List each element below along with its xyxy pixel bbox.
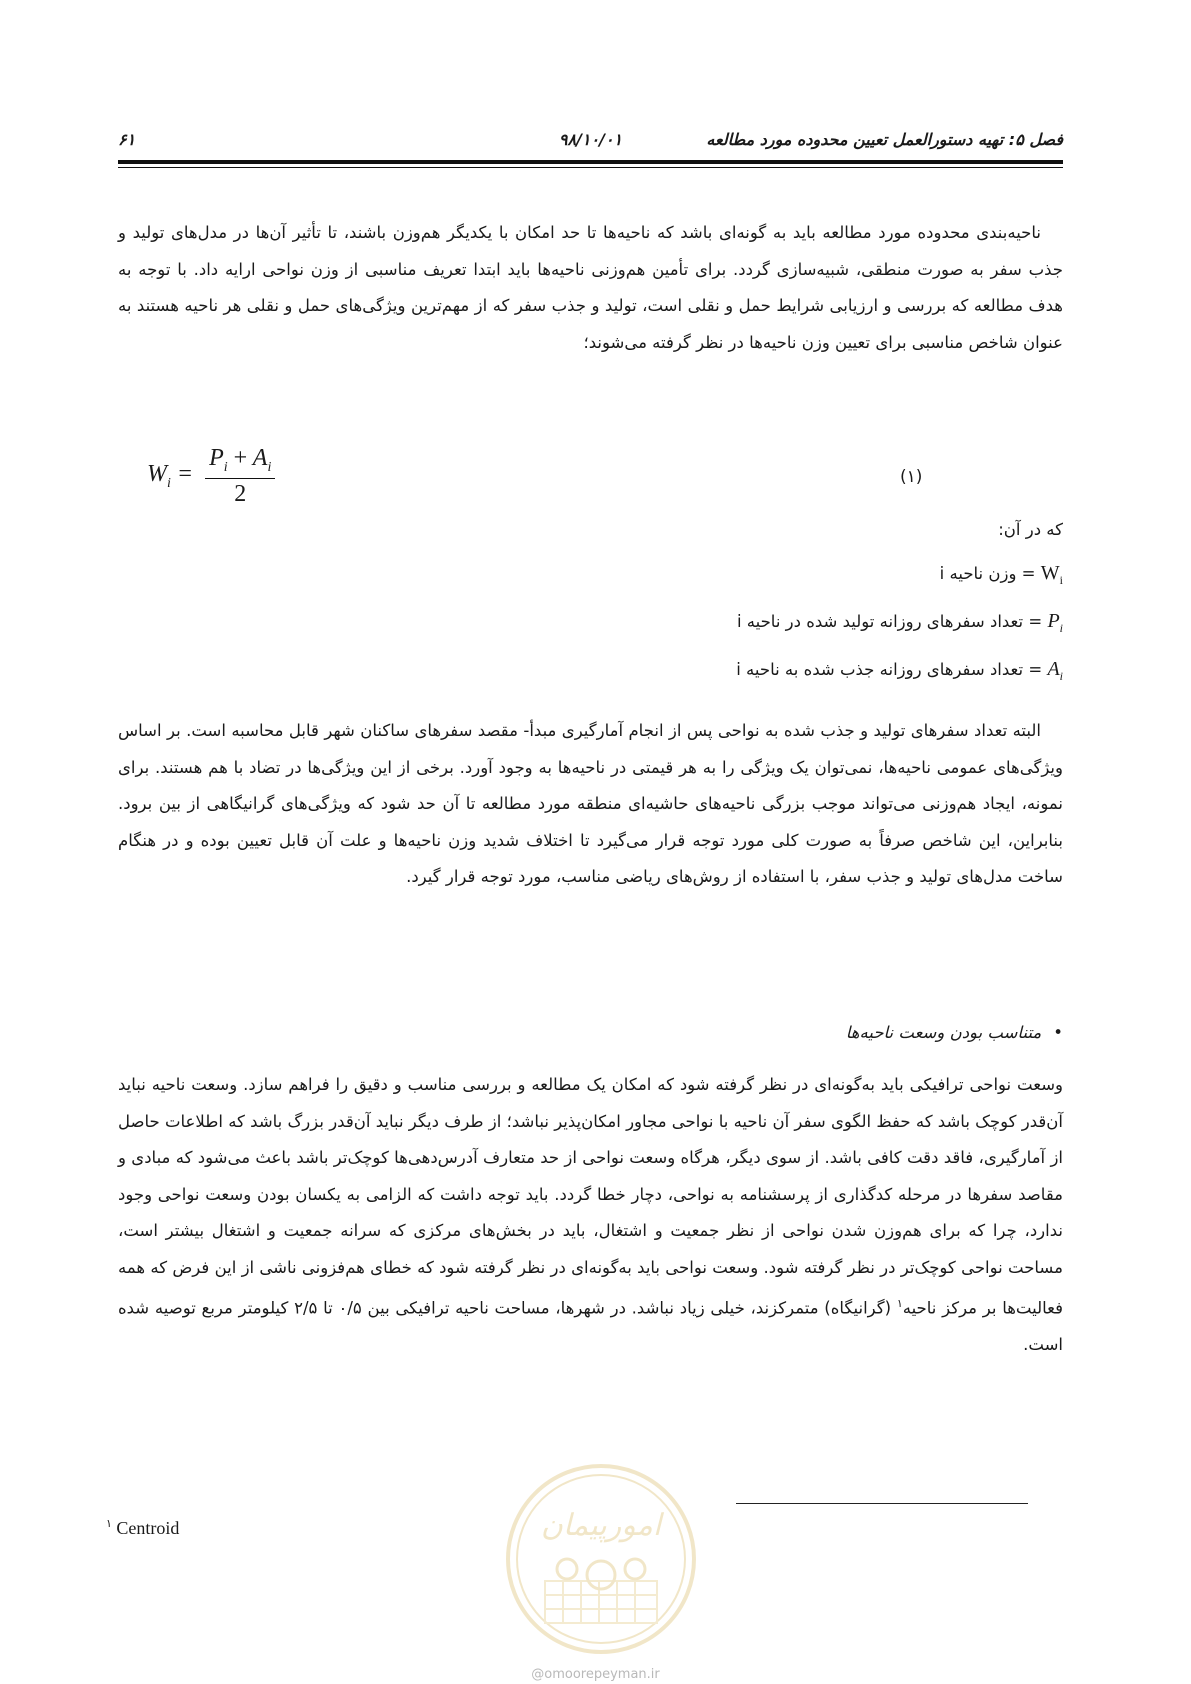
- footnote-mark: ۱: [106, 1518, 112, 1530]
- paragraph-trip-generation-note: البته تعداد سفرهای تولید و جذب شده به نواحی پس از انجام آمارگیری مبدأ- مقصد سفرهای ساکنان شهر قابل محاسبه است. بر اساس ویژگی‌های عمومی ناحیه‌ها، نمی‌توان یک ویژگی را به هر قیمتی در ناحیه‌ها به وجود آورد. برخی از این ویژگی‌ها در تضاد با هم هستند. برای نمونه، ایجاد هم‌وزنی می‌تواند موجب بزرگی ناحیه‌های حاشیه‌ای منطقه مورد مطالعه تا آن حد شود که ویژگی‌های گرانیگاهی از بین برود. بنابراین، این شاخص صرفاً به صورت کلی مورد توجه قرار می‌گیرد تا اختلاف شدید وزن ناحیه‌ها و علت آن قابل تعیین بوده و در هنگام ساخت مدل‌های تولید و جذب سفر، با استفاده از روش‌های ریاضی مناسب، مورد توجه قرار گیرد.: [118, 721, 1063, 886]
- eq-subscript: i: [223, 459, 228, 475]
- eq-symbol-w: W: [147, 461, 167, 487]
- def-symbol-a: [1047, 658, 1063, 683]
- footnote-text: Centroid: [116, 1518, 180, 1538]
- paragraph-zone-weight-intro: ناحیه‌بندی محدوده مورد مطالعه باید به گونه‌ای باشد که ناحیه‌ها تا حد امکان با یکدیگر هم‌وزن باشند، تا تأثیر آن‌ها در مدل‌های تولید و جذب سفر به صورت منطقی، شبیه‌سازی گردد. برای تأمین هم‌وزنی ناحیه‌ها باید ابتدا تعریف مناسبی از وزن نواحی ارایه داد. با توجه به هدف مطالعه که بررسی و ارزیابی شرایط حمل و نقلی است، تولید و جذب سفر که از مهم‌ترین ویژگی‌های حمل و نقلی هر ناحیه هستند به عنوان شاخص مناسبی برای تعیین وزن ناحیه‌ها در نظر گرفته می‌شوند؛: [118, 223, 1063, 352]
- header-divider-thin: [118, 167, 1063, 168]
- chapter-title: فصل ۵: تهیه دستورالعمل تعیین محدوده مورد مطالعه: [706, 130, 1063, 149]
- equation-denominator: 2: [234, 480, 247, 507]
- eq-subscript: i: [267, 459, 272, 475]
- equation-numerator: [205, 445, 275, 479]
- footnote-reference[interactable]: ۱: [896, 1297, 903, 1310]
- bullet-heading-zone-size: [846, 1023, 1063, 1042]
- page-header: [118, 130, 1063, 152]
- def-symbol-letter: W: [1040, 562, 1060, 584]
- definition-attraction: [736, 658, 1063, 684]
- def-symbol-letter: P: [1047, 610, 1060, 632]
- def-symbol-p: [1047, 610, 1063, 635]
- bullet-icon: •: [1053, 1023, 1063, 1042]
- bullet-heading-text: متناسب بودن وسعت ناحیه‌ها: [845, 1023, 1042, 1042]
- equation-zone-weight: [147, 445, 275, 505]
- def-symbol-w: [1040, 562, 1063, 587]
- definition-weight: [940, 562, 1063, 588]
- footnote-divider: [736, 1503, 1028, 1504]
- watermark-logo: [505, 1463, 697, 1655]
- watermark-site: @omoorepeyman.ir: [531, 1667, 660, 1682]
- def-symbol-letter: A: [1047, 658, 1060, 680]
- header-date: ۹۸/۱۰/۰۱: [558, 130, 623, 149]
- paragraph-zone-size: [118, 1067, 1063, 1364]
- def-text-w: = وزن ناحیه i: [939, 564, 1036, 583]
- header-divider-thick: [118, 160, 1063, 164]
- equation-fraction: [205, 445, 275, 508]
- watermark-logo-text: امورپیمان: [540, 1508, 662, 1543]
- paragraph-zone-size-part1: وسعت نواحی ترافیکی باید به‌گونه‌ای در نظر گرفته شود که امکان یک مطالعه و بررسی مناسب و دقیق را فراهم سازد. وسعت ناحیه نباید آن‌قدر کوچک باشد که حفظ الگوی سفر آن ناحیه با نواحی مجاور امکان‌پذیر نباشد؛ از طرف دیگر نباید آن‌قدر بزرگ باشد که اطلاعات حاصل از آمارگیری، فاقد دقت کافی باشد. از سوی دیگر، هرگاه وسعت نواحی از حد متعارف آدرس‌دهی‌ها کوچک‌تر باشد باعث می‌شود که مبادی و مقاصد سفرها در مرحله کدگذاری از پرسشنامه به نواحی، دچار خطا گردد. باید توجه داشت که الزامی به یکسان بودن وسعت نواحی وجود ندارد، چرا که برای هم‌وزن شدن نواحی از نظر جمعیت و اشتغال، باید در بخش‌های مرکزی که سرانه جمعیت و اشتغال بیشتر است، مساحت نواحی کوچک‌تر در نظر گرفته شود. وسعت نواحی باید به‌گونه‌ای در نظر گرفته شود که خطای هم‌فزونی ناشی از این فرض که همه فعالیت‌ها بر مرکز ناحیه: [118, 1075, 1064, 1318]
- where-label: که در آن:: [998, 520, 1063, 539]
- paragraph-zone-size-part2: (گرانیگاه) متمرکزند، خیلی زیاد نباشد. در شهرها، مساحت ناحیه ترافیکی بین ۰/۵ تا ۲/۵ کیلومتر مربع توصیه شده است.: [118, 1298, 1063, 1354]
- def-symbol-sub: i: [1059, 573, 1063, 587]
- def-symbol-sub: i: [1059, 621, 1063, 635]
- definition-production: [737, 610, 1063, 636]
- eq-symbol-p: P: [209, 445, 224, 471]
- equation-number: (۱): [900, 467, 923, 487]
- def-text-a: = تعداد سفرهای روزانه جذب شده به ناحیه i: [736, 660, 1043, 679]
- eq-subscript: i: [167, 475, 171, 491]
- footnote: [106, 1517, 179, 1539]
- def-text-p: = تعداد سفرهای روزانه تولید شده در ناحیه i: [736, 612, 1043, 631]
- eq-plus: +: [233, 445, 248, 471]
- eq-symbol-a: A: [252, 445, 268, 471]
- def-symbol-sub: i: [1059, 669, 1063, 683]
- page-number: ۶۱: [118, 130, 136, 149]
- equation-lhs: $W_i$ =: [147, 461, 194, 491]
